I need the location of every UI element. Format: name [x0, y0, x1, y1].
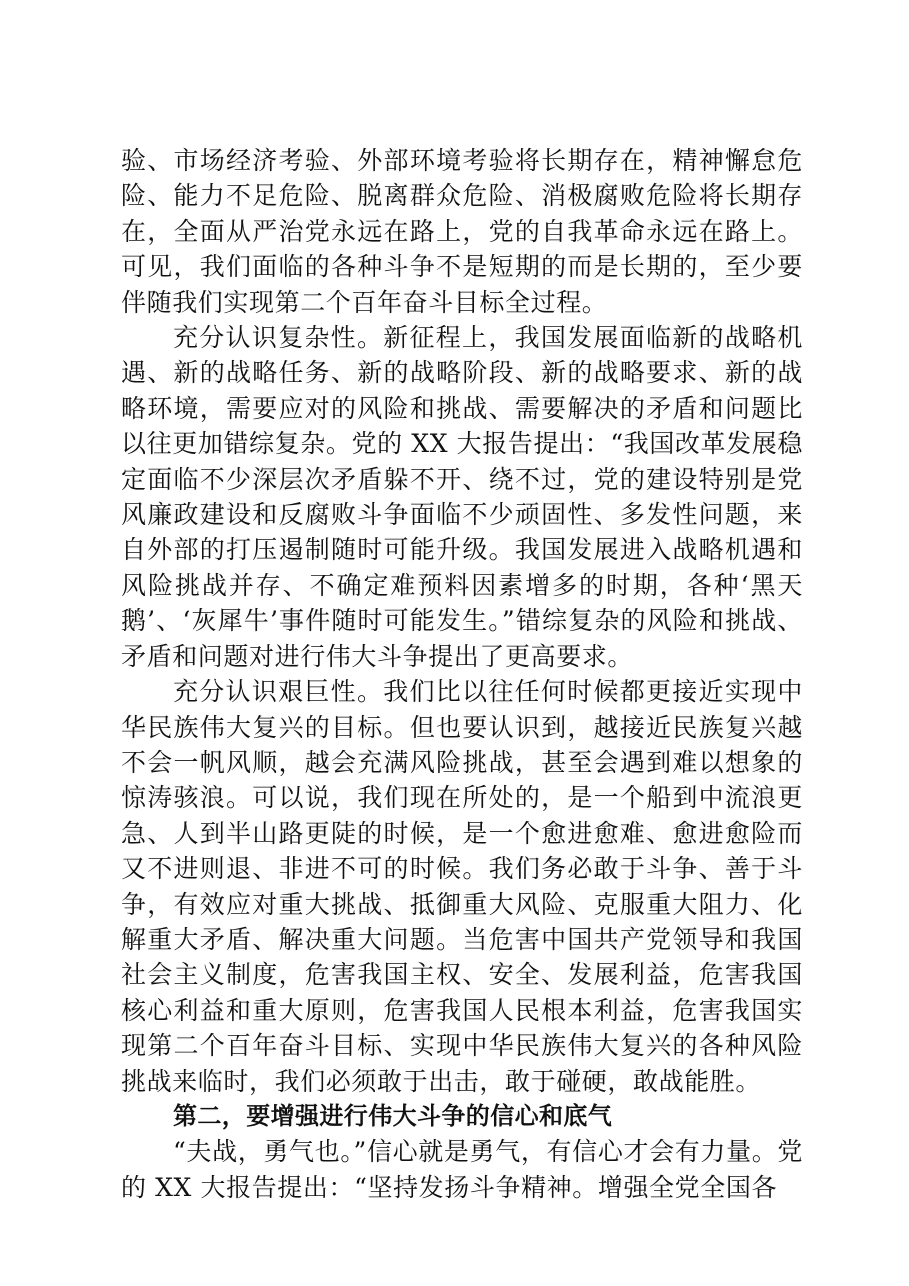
paragraph-confidence: “夫战，勇气也。”信心就是勇气，有信心才会有力量。党的 XX 大报告提出：“坚持发扬斗争精神。增强全党全国各 — [121, 1137, 803, 1202]
paragraph-arduousness: 充分认识艰巨性。我们比以往任何时候都更接近实现中华民族伟大复兴的目标。但也要认识到，越接近民族复兴越不会一帆风顺，越会充满风险挑战，甚至会遇到难以想象的惊涛骇浪。可以说，我们现在所处的，是一个船到中流浪更急、人到半山路更陡的时候，是一个愈进愈难、愈进愈险而又不进则退、非进不可的时候。我们务必敢于斗争、善于斗争，有效应对重大挑战、抵御重大风险、克服重大阻力、化解重大矛盾、解决重大问题。当危害中国共产党领导和我国社会主义制度，危害我国主权、安全、发展利益，危害我国核心利益和重大原则，危害我国人民根本利益，危害我国实现第二个百年奋斗目标、实现中华民族伟大复兴的各种风险挑战来临时，我们必须敢于出击，敢于碰硬，敢战能胜。 — [121, 677, 803, 1096]
section-heading: 第二，要增强进行伟大斗争的信心和底气 — [173, 1101, 613, 1130]
paragraph-complexity: 充分认识复杂性。新征程上，我国发展面临新的战略机遇、新的战略任务、新的战略阶段、新的战略要求、新的战略环境，需要应对的风险和挑战、需要解决的矛盾和问题比以往更加错综复杂。党的 XX 大报告提出：“我国改革发展稳定面临不少深层次矛盾躲不开、绕不过，党的建设特别是党风廉政建设和反腐败斗争面临不少顽固性、多发性问题，来自外部的打压遏制随时可能升级。我国发展进入战略机遇和风险挑战并存、不确定难预料因素增多的时期，各种‘黑天鹅’、‘灰犀牛’事件随时可能发生。”错综复杂的风险和挑战、矛盾和问题对进行伟大斗争提出了更高要求。 — [121, 323, 803, 671]
paragraph-continued: 验、市场经济考验、外部环境考验将长期存在，精神懈怠危险、能力不足危险、脱离群众危险、消极腐败危险将长期存在，全面从严治党永远在路上，党的自我革命永远在路上。可见，我们面临的各种斗争不是短期的而是长期的，至少要伴随我们实现第二个百年奋斗目标全过程。 — [121, 146, 803, 317]
document-body — [121, 143, 803, 1205]
